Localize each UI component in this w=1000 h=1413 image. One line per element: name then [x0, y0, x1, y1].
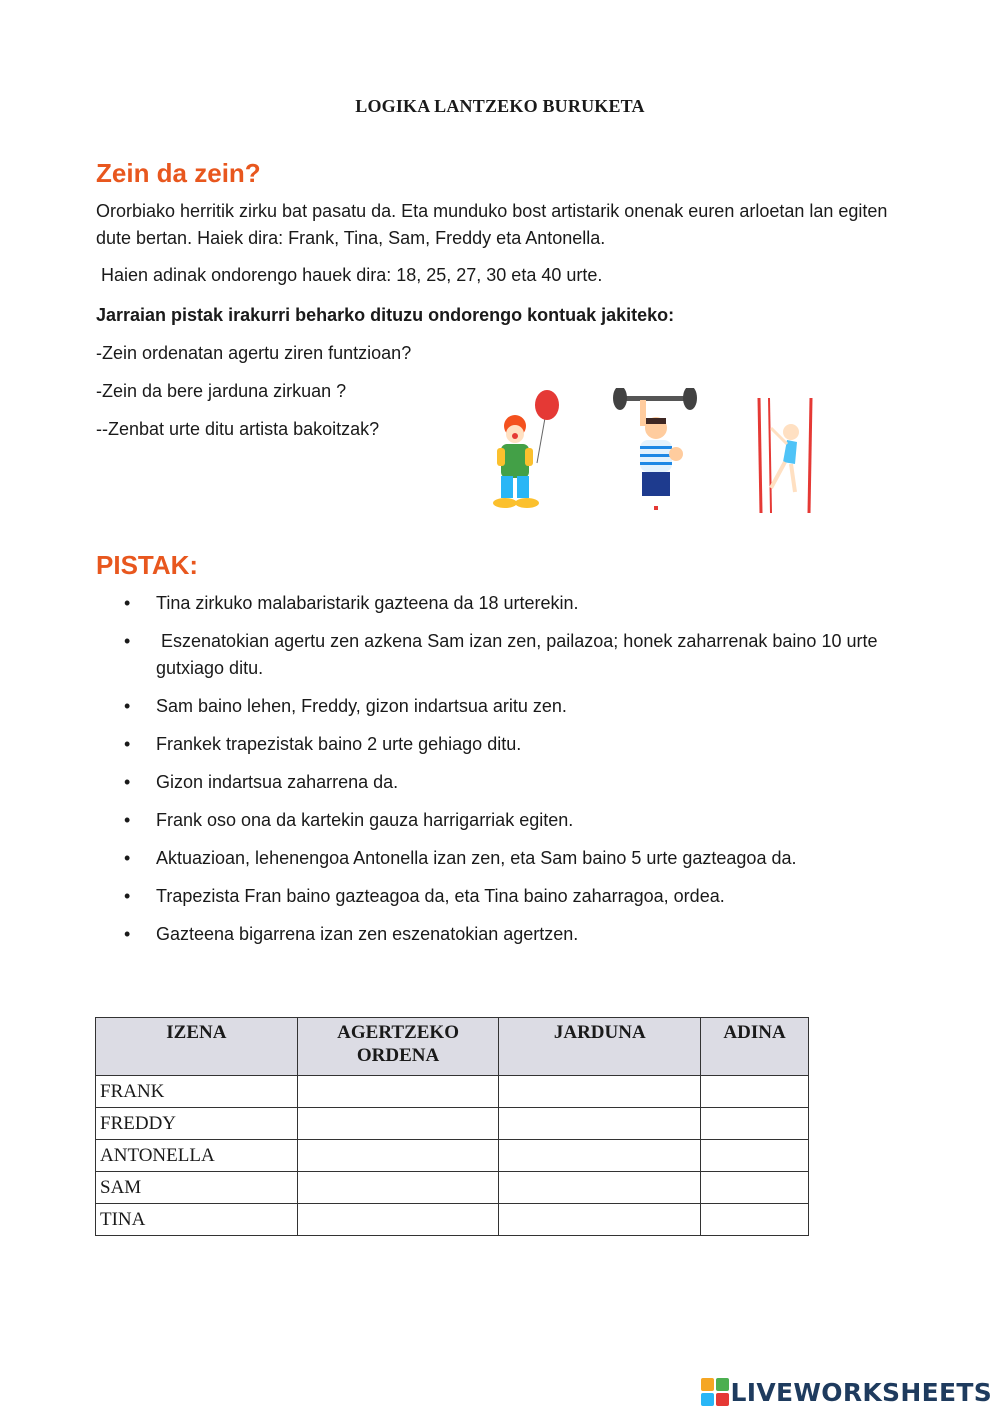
name-cell: FREDDY [96, 1108, 298, 1140]
bullet-icon: • [124, 593, 131, 613]
bullet-icon: • [124, 631, 131, 651]
order-answer-cell[interactable] [297, 1108, 499, 1140]
age-answer-cell[interactable] [701, 1140, 809, 1172]
clue-text: Frankek trapezistak baino 2 urte gehiago ditu. [156, 734, 522, 754]
question-age: --Zenbat urte ditu artista bakoitzak? [96, 419, 380, 439]
clown-icon [485, 388, 575, 513]
name-cell: ANTONELLA [96, 1140, 298, 1172]
order-answer-cell[interactable] [297, 1172, 499, 1204]
clue-item [96, 693, 906, 720]
brand-text: LIVEWORKSHEETS [730, 1377, 992, 1407]
logo-square [716, 1393, 729, 1406]
age-answer-cell[interactable] [701, 1172, 809, 1204]
clue-item [96, 590, 906, 617]
answer-table [95, 1017, 809, 1236]
bullet-icon: • [124, 848, 131, 868]
clue-text: Gazteena bigarrena izan zen eszenatokian agertzen. [156, 924, 579, 944]
role-answer-cell[interactable] [499, 1140, 701, 1172]
bullet-icon: • [124, 924, 131, 944]
clue-item [96, 883, 906, 910]
header-adina: ADINA [701, 1018, 809, 1076]
ages-paragraph: Haien adinak ondorengo hauek dira: 18, 25, 27, 30 eta 40 urte. [96, 265, 603, 285]
header-izena: IZENA [96, 1018, 298, 1076]
instructions-paragraph: Jarraian pistak irakurri beharko dituzu ondorengo kontuak jakiteko: [96, 305, 675, 325]
header-agertzeko-ordena: AGERTZEKO ORDENA [297, 1018, 499, 1076]
bullet-icon: • [124, 734, 131, 754]
clue-item [96, 769, 906, 796]
clue-text: Gizon indartsua zaharrena da. [156, 772, 399, 792]
role-answer-cell[interactable] [499, 1076, 701, 1108]
bullet-icon: • [124, 772, 131, 792]
clues-heading: PISTAK: [96, 550, 199, 580]
role-answer-cell[interactable] [499, 1204, 701, 1236]
strongman-icon [610, 388, 700, 513]
circus-illustrations [480, 388, 840, 518]
table-row [96, 1172, 809, 1204]
document-title: LOGIKA LANTZEKO BURUKETA [355, 96, 645, 116]
logo-square [701, 1378, 714, 1391]
liveworksheets-logo-icon [701, 1378, 729, 1406]
clue-item [96, 731, 906, 758]
role-answer-cell[interactable] [499, 1172, 701, 1204]
age-answer-cell[interactable] [701, 1108, 809, 1140]
clue-item [96, 921, 906, 948]
order-answer-cell[interactable] [297, 1140, 499, 1172]
table-header-row [96, 1018, 809, 1076]
order-answer-cell[interactable] [297, 1204, 499, 1236]
order-answer-cell[interactable] [297, 1076, 499, 1108]
logo-square [701, 1393, 714, 1406]
clue-item [96, 807, 906, 834]
section-heading-zein-da-zein: Zein da zein? [96, 158, 261, 188]
age-answer-cell[interactable] [701, 1204, 809, 1236]
table-row [96, 1140, 809, 1172]
clue-text: Sam baino lehen, Freddy, gizon indartsua aritu zen. [156, 696, 567, 716]
name-cell: TINA [96, 1204, 298, 1236]
bullet-icon: • [124, 696, 131, 716]
clues-list [96, 590, 906, 959]
clue-item [96, 845, 906, 872]
liveworksheets-brand[interactable] [701, 1377, 992, 1407]
table-row [96, 1076, 809, 1108]
table-row [96, 1204, 809, 1236]
name-cell: SAM [96, 1172, 298, 1204]
question-role: -Zein da bere jarduna zirkuan ? [96, 381, 347, 401]
intro-paragraph: Ororbiako herritik zirku bat pasatu da. Eta munduko bost artistarik onenak euren arloetan lan egiten dute bertan. Haiek dira: Frank, Tina, Sam, Freddy eta Antonella. [96, 201, 888, 248]
role-answer-cell[interactable] [499, 1108, 701, 1140]
question-order: -Zein ordenatan agertu ziren funtzioan? [96, 343, 412, 363]
trapeze-artist-icon [735, 388, 825, 513]
clue-text: Frank oso ona da kartekin gauza harrigarriak egiten. [156, 810, 574, 830]
table-row [96, 1108, 809, 1140]
name-cell: FRANK [96, 1076, 298, 1108]
clue-text: Eszenatokian agertu zen azkena Sam izan zen, pailazoa; honek zaharrenak baino 10 urte gutxiago ditu. [156, 631, 883, 678]
clue-text: Trapezista Fran baino gazteagoa da, eta Tina baino zaharragoa, ordea. [156, 886, 725, 906]
logo-square [716, 1378, 729, 1391]
clue-text: Aktuazioan, lehenengoa Antonella izan zen, eta Sam baino 5 urte gazteagoa da. [156, 848, 797, 868]
bullet-icon: • [124, 810, 131, 830]
clue-item [96, 628, 906, 682]
age-answer-cell[interactable] [701, 1076, 809, 1108]
header-jarduna: JARDUNA [499, 1018, 701, 1076]
clue-text: Tina zirkuko malabaristarik gazteena da 18 urterekin. [156, 593, 579, 613]
bullet-icon: • [124, 886, 131, 906]
